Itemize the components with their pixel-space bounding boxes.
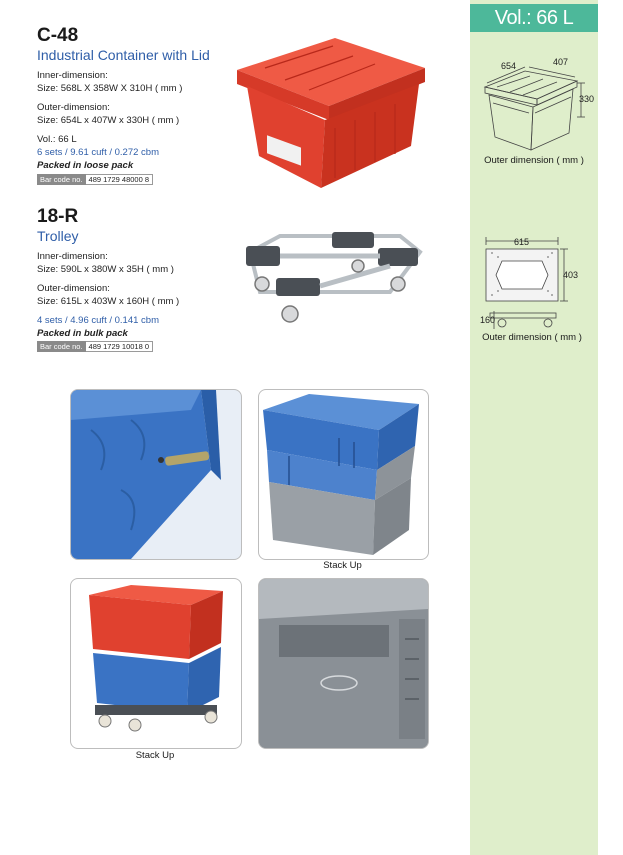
trolley-photo — [240, 222, 430, 332]
stack-up-photo-2 — [70, 578, 242, 749]
barcode-label: Bar code no. — [37, 174, 86, 185]
c48-width-label: 407 — [553, 57, 569, 67]
product-code-trolley: 18-R — [37, 206, 79, 227]
c48-dimension-drawing — [475, 55, 595, 155]
volume-value: Vol.: 66 L — [37, 134, 77, 145]
trolley-barcode-number: 489 1729 10018 0 — [86, 341, 153, 352]
r18-dimension-drawing — [478, 235, 588, 335]
inner-dimension-label: Inner-dimension: — [37, 70, 108, 81]
product-name: Industrial Container with Lid — [37, 47, 210, 63]
red-container-photo — [225, 28, 435, 193]
inner-dimension-size: Size: 568L X 358W X 310H ( mm ) — [37, 83, 183, 94]
outer-dimension-size: Size: 654L x 407W x 330H ( mm ) — [37, 115, 180, 126]
trolley-inner-dimension-label: Inner-dimension: — [37, 251, 108, 262]
trolley-barcode-label: Bar code no. — [37, 341, 86, 352]
r18-length-label: 615 — [514, 237, 530, 247]
r18-width-label: 403 — [563, 270, 579, 280]
c48-height-label: 330 — [579, 94, 595, 104]
handle-detail-photo — [258, 578, 429, 749]
trolley-inner-dimension-size: Size: 590L x 380W x 35H ( mm ) — [37, 264, 174, 275]
c48-dimension-caption: Outer dimension ( mm ) — [484, 155, 584, 166]
barcode-number: 489 1729 48000 8 — [86, 174, 153, 185]
trolley-pack-sets: 4 sets / 4.96 cuft / 0.141 cbm — [37, 315, 159, 326]
trolley-packing-note: Packed in bulk pack — [37, 328, 128, 339]
trolley-outer-dimension-label: Outer-dimension: — [37, 283, 110, 294]
handle-detail-illustration — [259, 579, 428, 748]
lid-lock-photo — [70, 389, 242, 560]
product-code: C-48 — [37, 25, 79, 46]
trolley-barcode — [37, 341, 153, 352]
c48-length-label: 654 — [501, 61, 517, 71]
stacked-crates-illustration — [259, 390, 428, 559]
trolley-outer-dimension-size: Size: 615L x 403W x 160H ( mm ) — [37, 296, 180, 307]
barcode — [37, 174, 153, 185]
stack-up-caption-1: Stack Up — [323, 560, 362, 571]
product-name-trolley: Trolley — [37, 228, 79, 244]
stack-up-photo-1 — [258, 389, 429, 560]
pack-sets: 6 sets / 9.61 cuft / 0.272 cbm — [37, 147, 159, 158]
r18-dimension-caption: Outer dimension ( mm ) — [482, 332, 582, 343]
r18-height-label: 160 — [480, 315, 496, 325]
stack-up-caption-2: Stack Up — [135, 750, 175, 761]
red-blue-stack-illustration — [71, 579, 241, 748]
volume-header: Vol.: 66 L — [470, 4, 598, 32]
packing-note: Packed in loose pack — [37, 160, 134, 171]
outer-dimension-label: Outer-dimension: — [37, 102, 110, 113]
lid-lock-illustration — [71, 390, 241, 559]
